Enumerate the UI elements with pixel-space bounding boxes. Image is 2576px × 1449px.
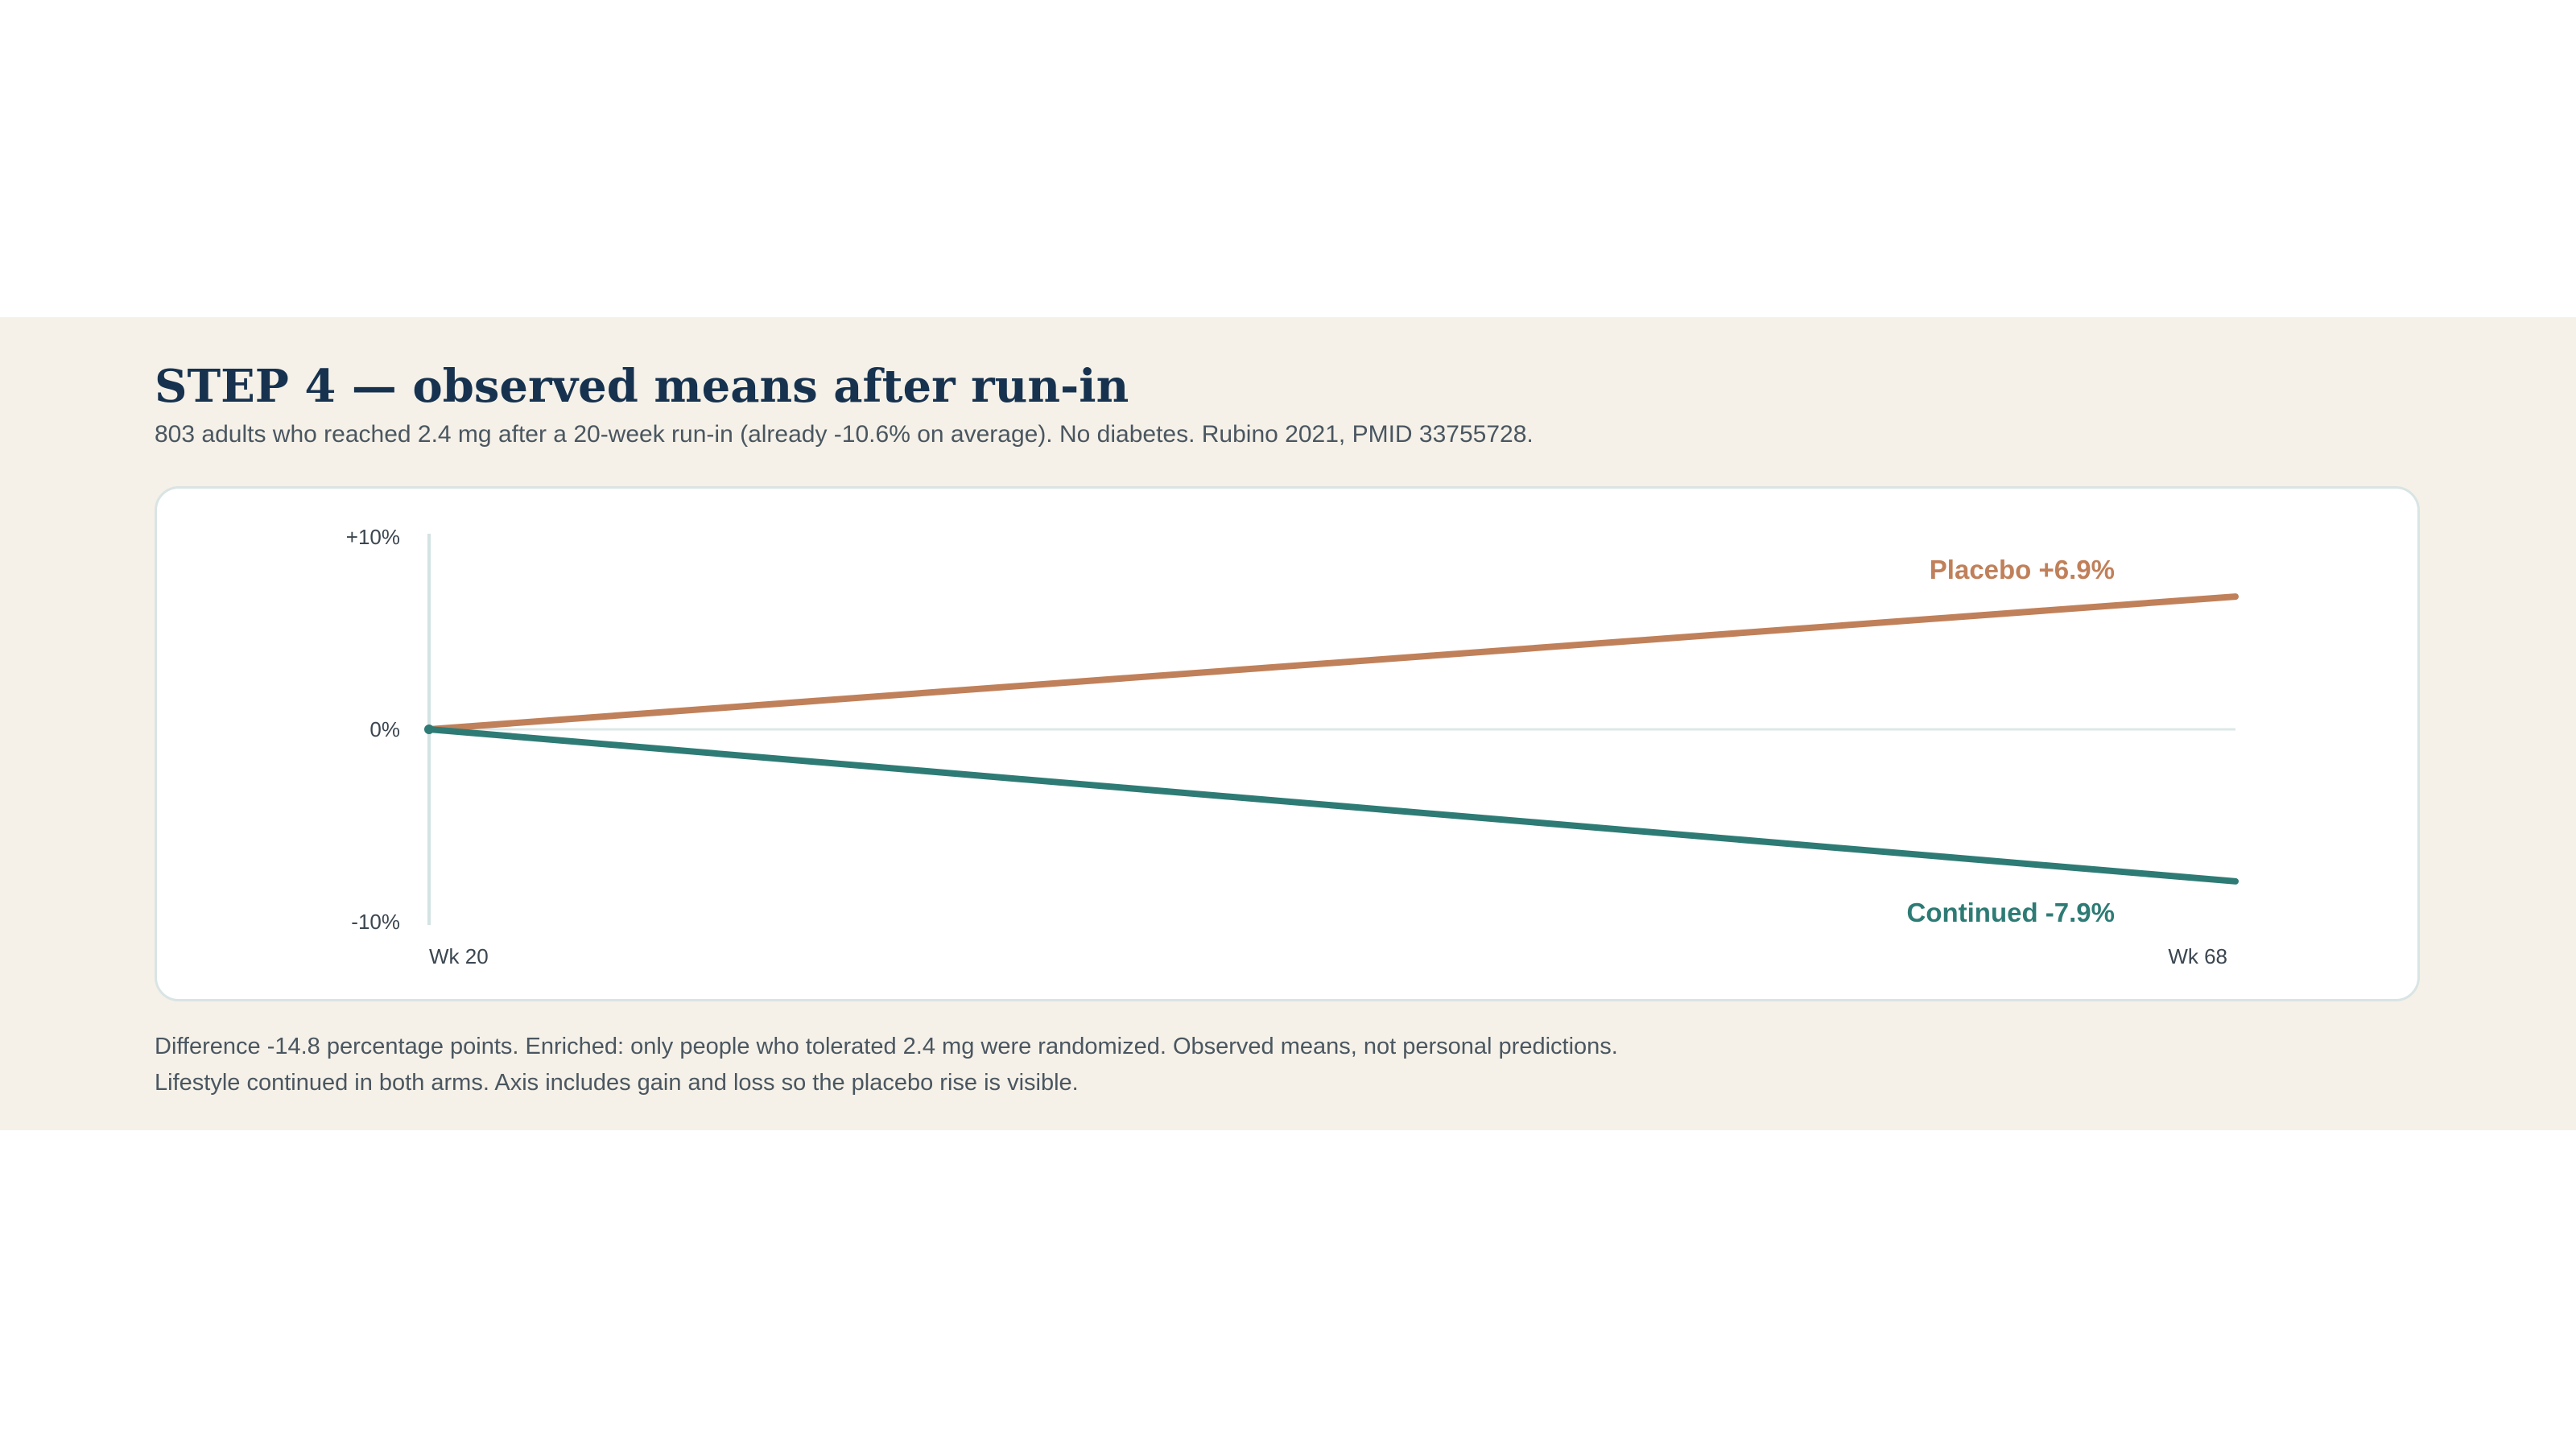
series-label-continued: Continued -7.9% (1906, 897, 2115, 927)
chart-card (155, 486, 2420, 1001)
y-tick-label: -10% (351, 910, 400, 934)
line-chart (157, 489, 2422, 1004)
series-label-placebo: Placebo +6.9% (1929, 555, 2115, 585)
series-line-placebo (429, 597, 2235, 729)
footnote-line-1: Difference -14.8 percentage points. Enriched: only people who tolerated 2.4 mg were randomized. Observed means, not personal predictions. (155, 1034, 1618, 1059)
x-tick-label: Wk 68 (2168, 944, 2227, 968)
footnote-line-2: Lifestyle continued in both arms. Axis includes gain and loss so the placebo rise is visible. (155, 1070, 1079, 1096)
chart-subtitle: 803 adults who reached 2.4 mg after a 20-week run-in (already -10.6% on average). No diabetes. Rubino 2021, PMID 33755728. (155, 421, 1534, 448)
y-tick-label: 0% (369, 717, 400, 741)
x-tick-label: Wk 20 (429, 944, 489, 968)
chart-title: STEP 4 — observed means after run-in (155, 360, 1129, 413)
series-line-continued (429, 729, 2235, 881)
start-point (424, 724, 434, 734)
y-tick-label: +10% (345, 525, 400, 549)
